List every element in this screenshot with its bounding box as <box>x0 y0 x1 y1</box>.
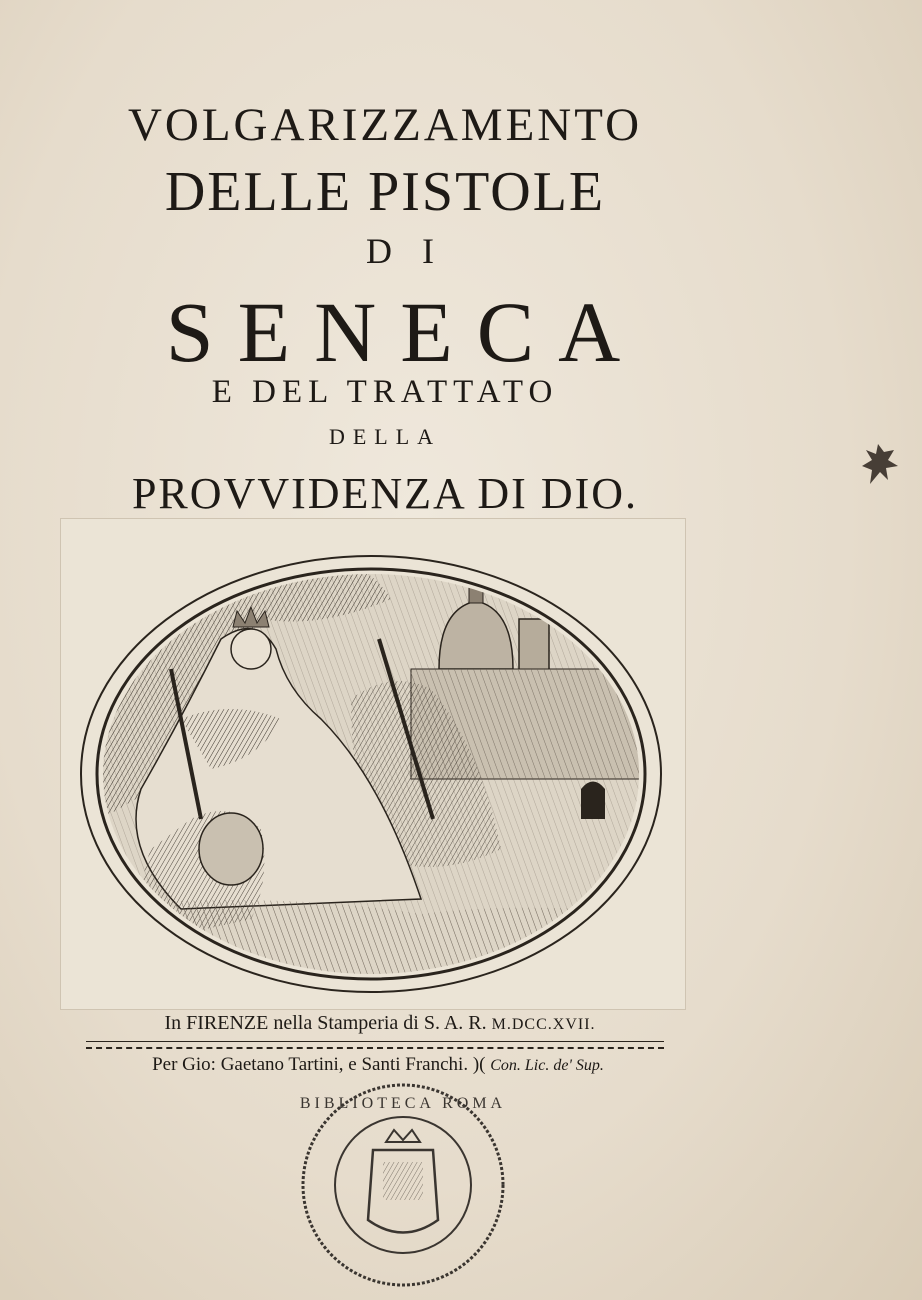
imprint-line <box>88 1012 672 1035</box>
oval-engraving <box>61 519 685 1009</box>
title-line-3: DI <box>366 231 464 271</box>
title-line-7: PROVVIDENZA DI DIO. <box>131 469 639 518</box>
library-stamp <box>298 1080 508 1290</box>
engraving-plate <box>60 518 686 1010</box>
licence-note: Con. Lic. de' Sup. <box>490 1057 604 1074</box>
imprint-year: M.DCC.XVII. <box>491 1016 596 1033</box>
printer-separator: )( <box>472 1054 486 1075</box>
imprint-place: In FIRENZE nella Stamperia di S. A. R. <box>164 1012 487 1034</box>
rule-solid <box>86 1041 664 1042</box>
title-line-5: E DEL TRATTATO <box>211 374 559 410</box>
author-name: SENECA <box>165 284 645 380</box>
stamp-ring-text: BIBLIOTECA ROMA <box>299 1095 507 1112</box>
title-line-6: DELLA <box>328 424 442 449</box>
title-line-2: DELLE PISTOLE <box>164 161 606 223</box>
title-line-1: VOLGARIZZAMENTO <box>127 99 643 151</box>
printer-names: Per Gio: Gaetano Tartini, e Santi Franchi. <box>152 1054 469 1075</box>
ink-stain <box>860 440 900 488</box>
rule-dashed <box>86 1047 664 1049</box>
printer-line <box>88 1054 668 1076</box>
